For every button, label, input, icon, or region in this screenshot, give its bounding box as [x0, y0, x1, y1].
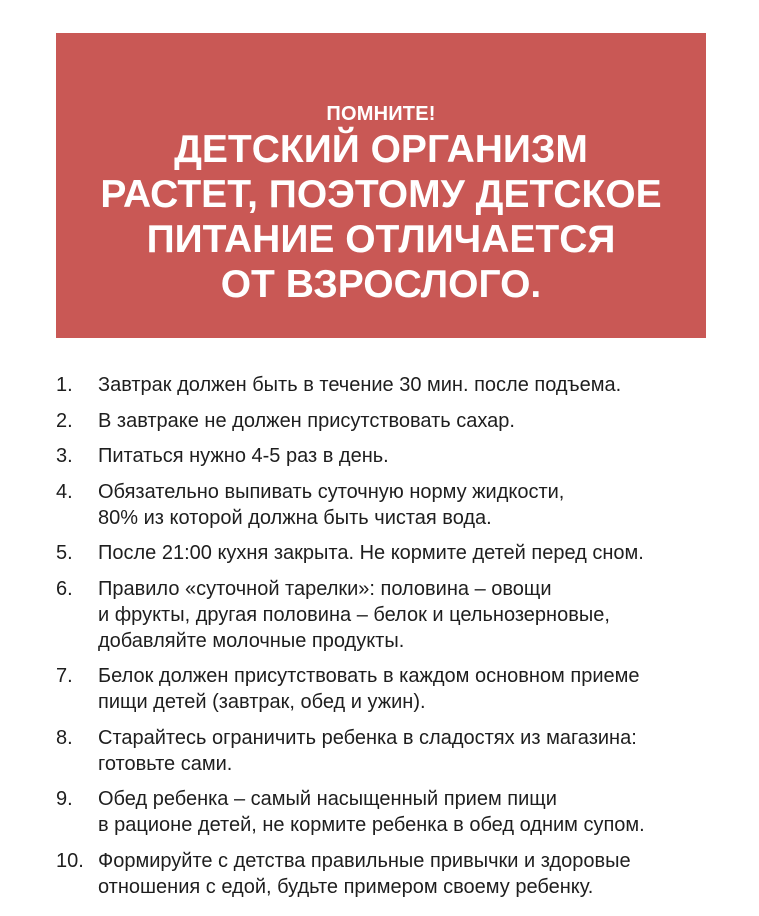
rule-item — [56, 540, 736, 566]
rule-text: и фрукты, другая половина – белок и цельнозерновые, — [98, 603, 610, 626]
rule-text: в рационе детей, не кормите ребенка в обед одним супом. — [98, 814, 645, 836]
banner-kicker: ПОМНИТЕ! — [326, 103, 436, 125]
rule-number: 7. — [56, 665, 73, 687]
rule-text: 80% из которой должна быть чистая вода. — [98, 506, 492, 529]
rule-number: 8. — [56, 726, 73, 749]
rule-number: 1. — [56, 374, 73, 396]
rule-text: Старайтесь ограничить ребенка в сладостях из магазина: — [98, 726, 637, 749]
banner-headline — [56, 127, 706, 307]
rule-number: 10. — [56, 849, 84, 872]
rule-number: 4. — [56, 480, 73, 503]
rule-item — [56, 663, 736, 715]
headline-line: РАСТЕТ, ПОЭТОМУ ДЕТСКОЕ — [100, 173, 662, 216]
rule-item — [56, 576, 736, 654]
rule-text: Завтрак должен быть в течение 30 мин. после подъема. — [98, 374, 622, 396]
rule-number: 2. — [56, 409, 73, 432]
rule-number: 5. — [56, 542, 73, 564]
rule-number: 6. — [56, 577, 73, 600]
rule-text: отношения с едой, будьте примером своему ребенку. — [98, 875, 594, 898]
rule-text: Обязательно выпивать суточную норму жидкости, — [98, 480, 565, 503]
rule-text: Формируйте с детства правильные привычки и здоровые — [98, 849, 631, 872]
rule-text: В завтраке не должен присутствовать сахар. — [98, 409, 515, 432]
rule-text: После 21:00 кухня закрыта. Не кормите детей перед сном. — [98, 542, 644, 564]
rule-number: 9. — [56, 788, 73, 810]
rule-number: 3. — [56, 445, 73, 467]
rule-text: добавляйте молочные продукты. — [98, 629, 405, 652]
headline-line: ПИТАНИЕ ОТЛИЧАЕТСЯ — [146, 218, 616, 261]
reminder-banner — [56, 33, 706, 338]
rule-text: пищи детей (завтрак, обед и ужин). — [98, 691, 426, 713]
rule-item — [56, 786, 736, 838]
headline-line: ОТ ВЗРОСЛОГО. — [220, 263, 542, 306]
rule-item — [56, 479, 736, 531]
rule-text: Обед ребенка – самый насыщенный прием пищи — [98, 788, 557, 810]
rule-item — [56, 408, 736, 434]
rule-text: Белок должен присутствовать в каждом основном приеме — [98, 665, 640, 687]
nutrition-rules-list — [56, 372, 736, 909]
rule-item — [56, 725, 736, 777]
rule-item — [56, 443, 736, 469]
rule-item — [56, 848, 736, 900]
rule-text: Правило «суточной тарелки»: половина – овощи — [98, 577, 552, 600]
headline-line: ДЕТСКИЙ ОРГАНИЗМ — [174, 128, 588, 171]
rule-text: готовьте сами. — [98, 752, 233, 775]
rule-text: Питаться нужно 4-5 раз в день. — [98, 445, 389, 467]
rule-item — [56, 372, 736, 398]
